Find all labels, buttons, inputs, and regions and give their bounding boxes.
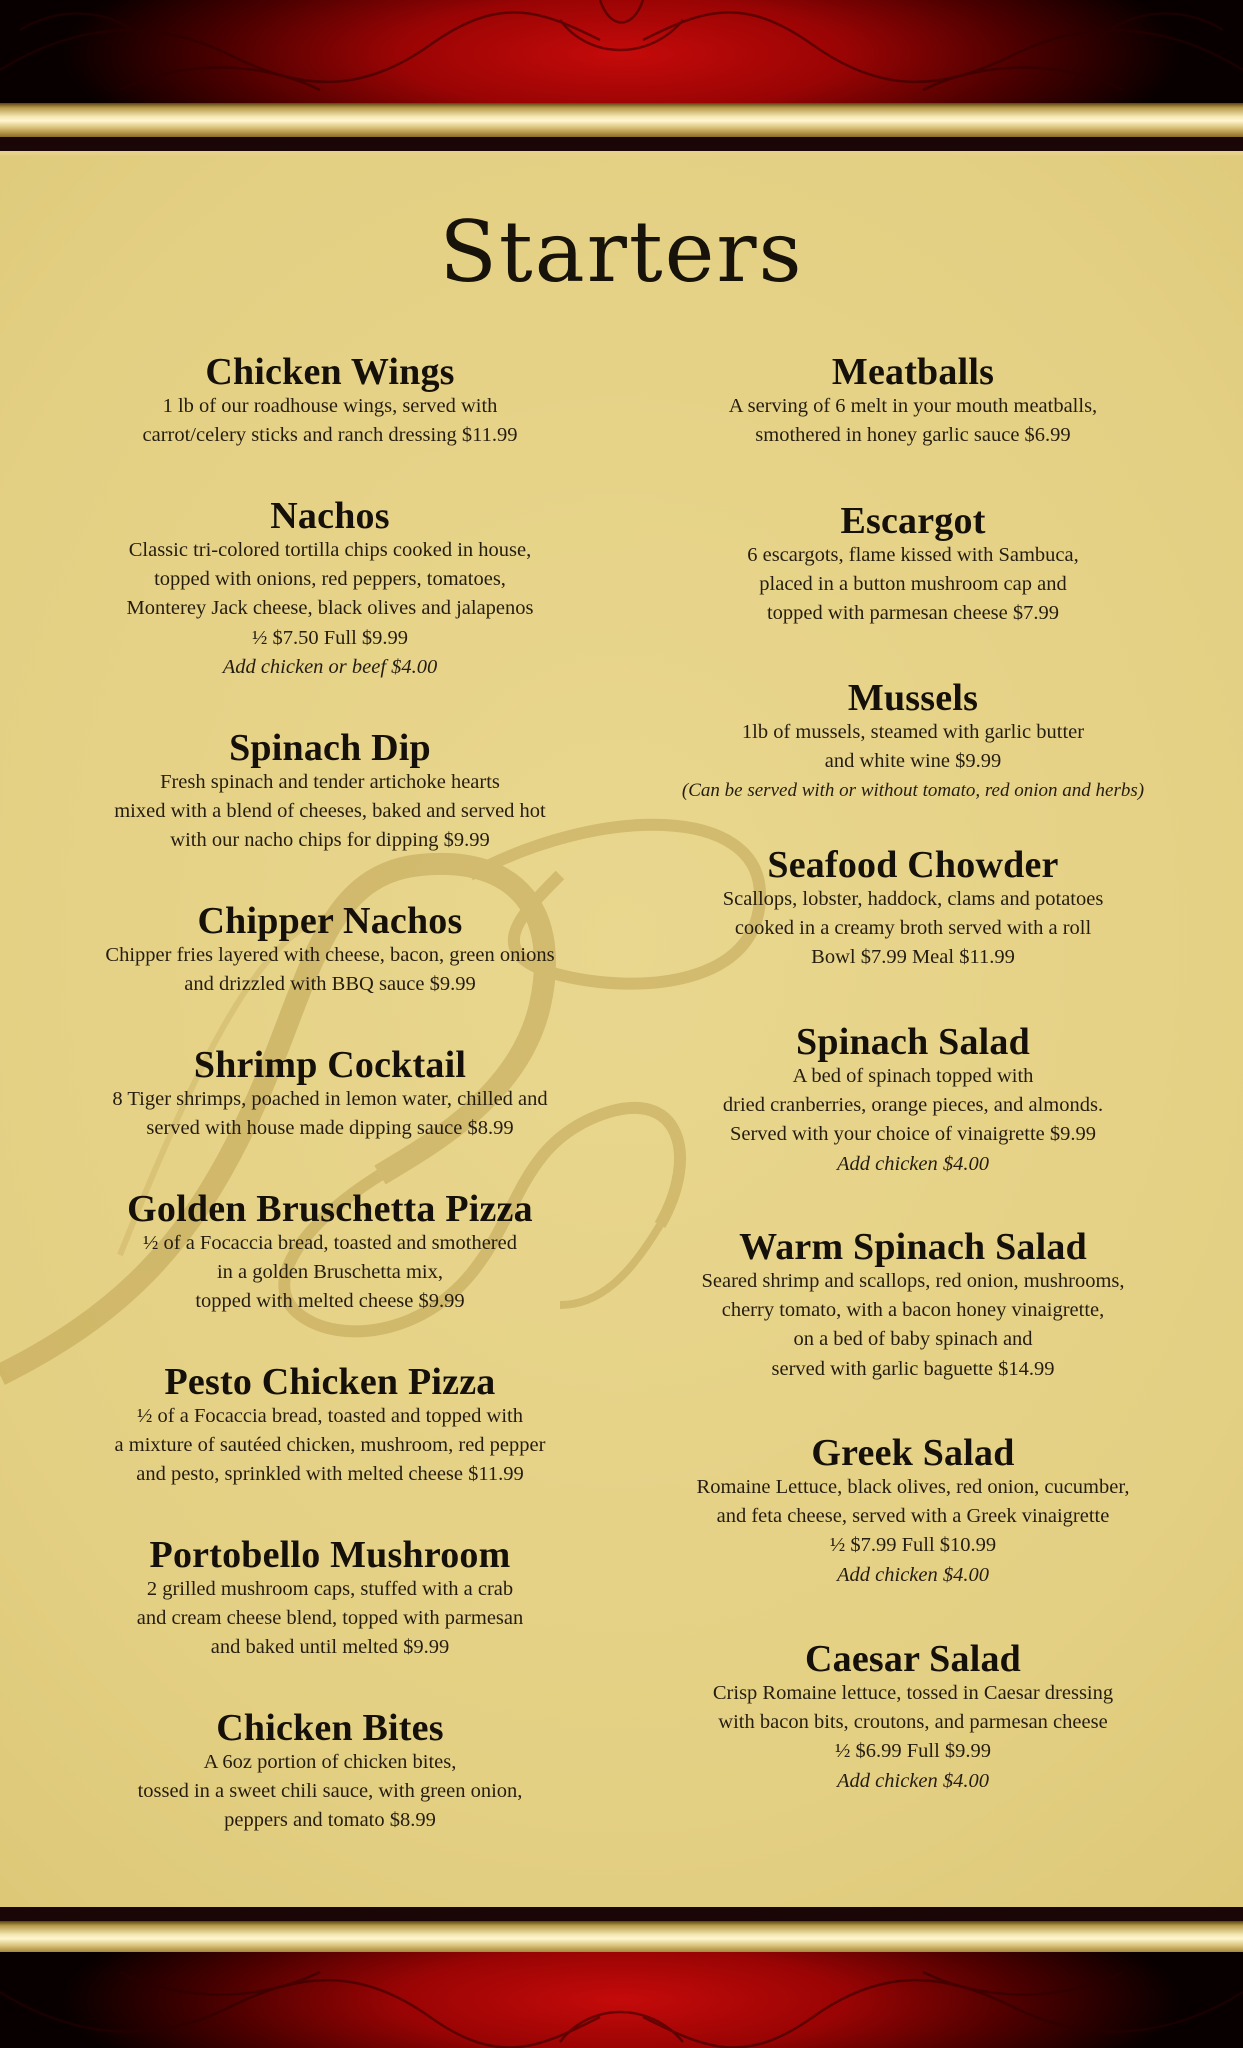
item-addon-note: Add chicken or beef $4.00	[222, 655, 438, 678]
item-description-line: A bed of spinach topped with	[792, 1065, 1034, 1087]
item-description-line: topped with parmesan cheese $7.99	[766, 602, 1060, 625]
item-description-line: served with house made dipping sauce $8.99	[146, 1117, 514, 1140]
top-dark-band	[0, 137, 1243, 151]
item-description-line: cherry tomato, with a bacon honey vinaigrette,	[721, 1299, 1105, 1322]
item-description-line: Scallops, lobster, haddock, clams and potatoes	[722, 888, 1104, 910]
item-name: Chicken Bites	[216, 1707, 444, 1749]
menu-item-seafood-chowder	[613, 845, 1213, 973]
top-gold-band	[0, 103, 1243, 137]
item-description-line: 8 Tiger shrimps, poached in lemon water, chilled and	[112, 1088, 548, 1110]
item-name: Chipper Nachos	[197, 900, 463, 942]
item-description-line: and drizzled with BBQ sauce $9.99	[184, 973, 476, 996]
menu-item-warm-spinach-salad	[613, 1227, 1213, 1384]
menu-item-portobello-mushroom	[30, 1535, 630, 1663]
item-description-line: in a golden Bruschetta mix,	[216, 1261, 444, 1284]
item-name: Caesar Salad	[804, 1638, 1021, 1680]
item-addon-note: Add chicken $4.00	[837, 1563, 989, 1586]
item-description-line: dried cranberries, orange pieces, and almonds.	[722, 1094, 1104, 1117]
item-name: Escargot	[840, 500, 986, 542]
item-description-line: mixed with a blend of cheeses, baked and served hot	[114, 800, 546, 823]
item-price-line: ½ $7.50 Full $9.99	[251, 626, 409, 649]
item-name: Portobello Mushroom	[149, 1534, 511, 1576]
menu-item-golden-bruschetta-pizza	[30, 1189, 630, 1317]
item-description-line: cooked in a creamy broth served with a roll	[734, 917, 1092, 940]
menu-item-spinach-salad	[613, 1022, 1213, 1179]
menu-item-chicken-bites	[30, 1708, 630, 1836]
item-name: Meatballs	[831, 351, 995, 393]
item-name: Nachos	[270, 495, 390, 537]
item-description-line: placed in a button mushroom cap and	[759, 573, 1067, 596]
item-description-line: Seared shrimp and scallops, red onion, mushrooms,	[701, 1270, 1125, 1292]
item-description-line: and feta cheese, served with a Greek vinaigrette	[716, 1505, 1110, 1528]
item-name: Chicken Wings	[205, 351, 455, 393]
item-description-line: tossed in a sweet chili sauce, with green onion,	[137, 1780, 523, 1803]
item-description-line: topped with onions, red peppers, tomatoes,	[154, 568, 506, 591]
item-description-line: with bacon bits, croutons, and parmesan cheese	[718, 1711, 1108, 1734]
item-description-line: smothered in honey garlic sauce $6.99	[755, 424, 1071, 447]
menu-item-chipper-nachos	[30, 901, 630, 999]
item-name: Mussels	[847, 677, 979, 719]
item-name: Spinach Salad	[796, 1021, 1030, 1063]
item-description-line: A 6oz portion of chicken bites,	[203, 1751, 457, 1773]
menu-title: Starters	[439, 203, 804, 301]
menu-item-mussels	[613, 678, 1213, 806]
item-description-line: served with garlic baguette $14.99	[771, 1357, 1055, 1380]
item-description-line: 2 grilled mushroom caps, stuffed with a crab	[146, 1578, 514, 1600]
item-name: Golden Bruschetta Pizza	[127, 1188, 533, 1230]
item-description-line: peppers and tomato $8.99	[224, 1809, 436, 1832]
item-description-line: and baked until melted $9.99	[210, 1636, 450, 1659]
item-name: Seafood Chowder	[767, 844, 1059, 886]
item-description-line: 6 escargots, flame kissed with Sambuca,	[747, 544, 1079, 566]
item-description-line: ½ of a Focaccia bread, toasted and smothered	[143, 1232, 517, 1254]
item-description-line: ½ of a Focaccia bread, toasted and topped with	[137, 1405, 523, 1427]
item-price-line: ½ $7.99 Full $10.99	[829, 1534, 997, 1557]
item-description-line: 1 lb of our roadhouse wings, served with	[162, 395, 498, 417]
top-ornament-banner	[0, 0, 1243, 108]
item-name: Shrimp Cocktail	[193, 1044, 467, 1086]
item-description-line: Served with your choice of vinaigrette $9.99	[729, 1123, 1097, 1146]
item-description-line: a mixture of sautéed chicken, mushroom, red pepper	[114, 1434, 546, 1457]
menu-item-pesto-chicken-pizza	[30, 1362, 630, 1490]
item-description-line: and pesto, sprinkled with melted cheese $11.99	[136, 1463, 524, 1486]
item-description-line: and cream cheese blend, topped with parmesan	[136, 1607, 524, 1630]
item-description-line: Fresh spinach and tender artichoke hearts	[160, 771, 500, 793]
menu-item-greek-salad	[613, 1433, 1213, 1590]
item-name: Spinach Dip	[229, 727, 431, 769]
item-name: Greek Salad	[811, 1432, 1015, 1474]
item-description-line: topped with melted cheese $9.99	[195, 1290, 465, 1313]
item-description-line: Chipper fries layered with cheese, bacon, green onions	[105, 944, 555, 966]
item-addon-note: Add chicken $4.00	[837, 1152, 989, 1175]
item-description-line: and white wine $9.99	[824, 750, 1002, 773]
menu-item-chicken-wings	[30, 352, 630, 450]
item-addon-note: (Can be served with or without tomato, red onion and herbs)	[681, 780, 1145, 802]
menu-item-nachos	[30, 496, 630, 682]
menu-item-shrimp-cocktail	[30, 1045, 630, 1143]
item-description-line: Classic tri-colored tortilla chips cooked in house,	[128, 539, 532, 561]
item-name: Pesto Chicken Pizza	[164, 1361, 496, 1403]
menu-item-meatballs	[613, 352, 1213, 450]
item-description-line: Romaine Lettuce, black olives, red onion, cucumber,	[696, 1476, 1130, 1498]
item-price-line: ½ $6.99 Full $9.99	[834, 1740, 992, 1763]
bottom-gold-band	[0, 1921, 1243, 1955]
item-description-line: with our nacho chips for dipping $9.99	[170, 829, 490, 852]
ornament-flourish-bottom	[0, 1952, 1243, 2048]
menu-item-spinach-dip	[30, 728, 630, 856]
item-description-line: Crisp Romaine lettuce, tossed in Caesar dressing	[712, 1682, 1114, 1704]
item-description-line: Monterey Jack cheese, black olives and jalapenos	[126, 597, 534, 620]
item-description-line: on a bed of baby spinach and	[793, 1328, 1033, 1351]
bottom-dark-band	[0, 1907, 1243, 1921]
bottom-ornament-banner	[0, 1952, 1243, 2048]
item-description-line: 1lb of mussels, steamed with garlic butter	[741, 721, 1085, 743]
item-description-line: carrot/celery sticks and ranch dressing $11.99	[142, 424, 518, 447]
item-price-line: Bowl $7.99 Meal $11.99	[811, 946, 1015, 969]
menu-item-escargot	[613, 501, 1213, 629]
item-description-line: A serving of 6 melt in your mouth meatballs,	[728, 395, 1098, 417]
item-addon-note: Add chicken $4.00	[837, 1769, 989, 1792]
item-name: Warm Spinach Salad	[739, 1226, 1087, 1268]
menu-item-caesar-salad	[613, 1639, 1213, 1796]
ornament-flourish-top	[0, 0, 1243, 108]
